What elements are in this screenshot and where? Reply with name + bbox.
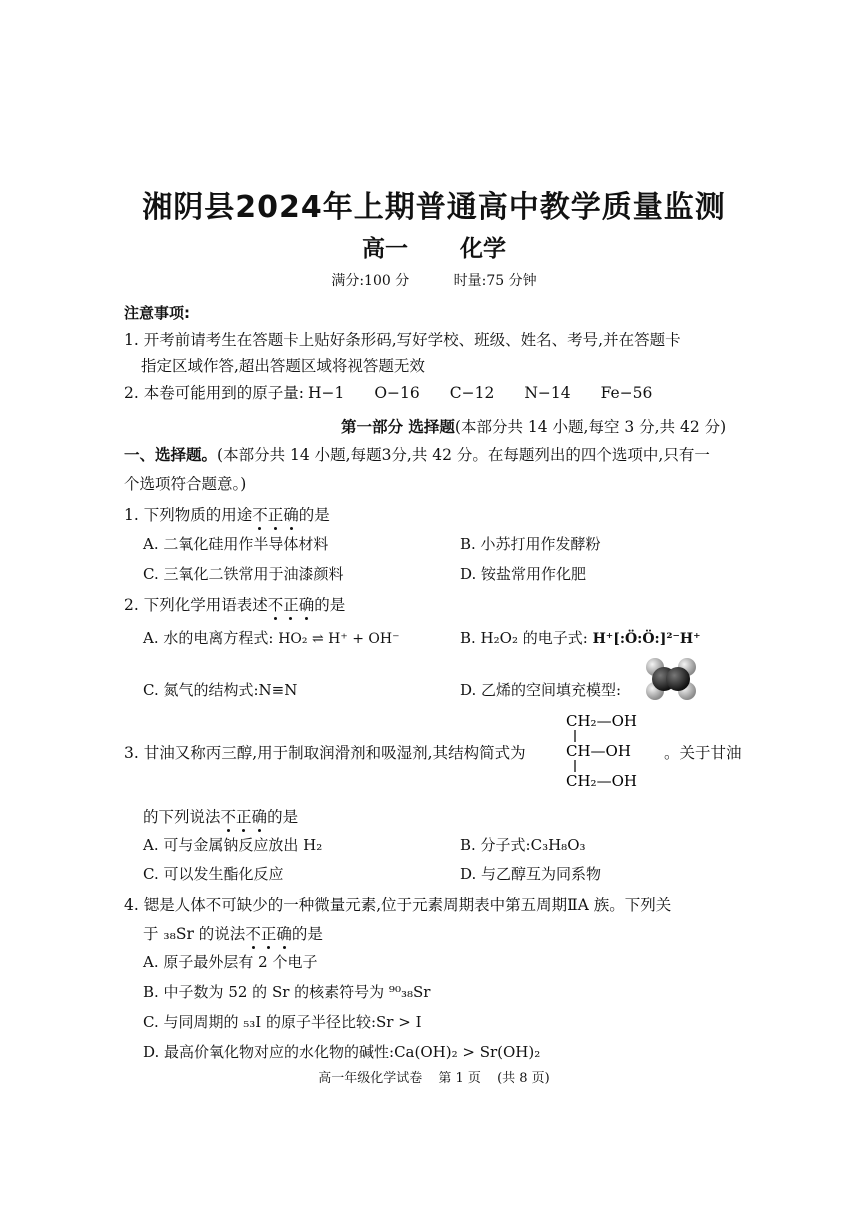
page-title: 湘阴县2024年上期普通高中教学质量监测 xyxy=(142,190,726,225)
q1-option-b: B. 小苏打用作发酵粉 xyxy=(460,535,601,553)
q2-stem xyxy=(124,593,345,615)
section1-desc-line1: (本部分共 14 小题,每题3分,共 42 分。在每题列出的四个选项中,只有一 xyxy=(217,446,710,464)
q2-option-c: C. 氮气的结构式:N≡N xyxy=(143,681,298,699)
q2-option-a-label: A. 水的电离方程式: xyxy=(143,629,274,647)
q2-stem-pre: 2. 下列化学用语表述 xyxy=(124,596,268,614)
q3-option-d: D. 与乙醇互为同系物 xyxy=(460,865,602,883)
atomic-mass-c: C−12 xyxy=(449,384,495,402)
footer-exam: 高一年级化学试卷 xyxy=(318,1071,423,1086)
notice-heading: 注意事项: xyxy=(124,304,190,322)
q3-stem-text: 3. 甘油又称丙三醇,用于制取润滑剂和吸湿剂,其结构简式为 xyxy=(124,744,526,762)
q3-stem xyxy=(124,741,526,763)
footer-total: (共 8 页) xyxy=(497,1071,550,1086)
atomic-mass-prefix: 2. 本卷可能用到的原子量: xyxy=(124,384,304,402)
q4-stem-line2 xyxy=(143,922,323,944)
q3-option-a: A. 可与金属钠反应放出 H₂ xyxy=(143,836,323,854)
emphasis-char: 正 xyxy=(260,925,277,943)
time-limit: 时量:75 分钟 xyxy=(453,273,537,289)
q4-option-b: B. 中子数为 52 的 Sr 的核素符号为 ⁹⁰₃₈Sr xyxy=(143,983,431,1001)
atomic-mass-h: H−1 xyxy=(307,384,345,402)
q1-stem-pre: 1. 下列物质的用途 xyxy=(124,506,253,524)
emphasis-char: 确 xyxy=(251,808,268,826)
q2-option-d: D. 乙烯的空间填充模型: xyxy=(460,681,622,699)
emphasis-char: 不 xyxy=(267,596,284,614)
electron-formula: H⁺[:Ö:Ö:]²⁻H⁺ xyxy=(592,631,701,647)
emphasis-char: 正 xyxy=(283,596,299,614)
grade-label: 高一 xyxy=(361,236,408,262)
q3-option-b: B. 分子式:C₃H₈O₃ xyxy=(460,836,586,854)
emphasis-char: 确 xyxy=(283,506,299,524)
section1-desc-line2: 个选项符合题意。) xyxy=(124,475,247,493)
q3-stem2-post: 的是 xyxy=(267,808,299,826)
q1-stem-post: 的是 xyxy=(298,506,330,524)
q1-option-d: D. 铵盐常用作化肥 xyxy=(460,565,587,583)
q4-stem-pre: 于 ₃₈Sr 的说法 xyxy=(143,925,246,943)
section1-desc xyxy=(124,443,710,465)
full-score: 满分:100 分 xyxy=(331,273,410,289)
q4-stem-post: 的是 xyxy=(291,925,323,943)
q1-option-c: C. 三氧化二铁常用于油漆颜料 xyxy=(143,565,344,583)
emphasis-char: 确 xyxy=(276,925,292,943)
q3-option-c: C. 可以发生酯化反应 xyxy=(143,865,284,883)
notice-item-1-cont: 指定区域作答,超出答题区域将视答题无效 xyxy=(141,357,425,375)
q4-option-c: C. 与同周期的 ₅₃I 的原子半径比较:Sr > I xyxy=(143,1013,422,1031)
part1-note: (本部分共 14 小题,每空 3 分,共 42 分) xyxy=(454,418,727,436)
footer-page: 第 1 页 xyxy=(438,1071,481,1086)
q2-stem-post: 的是 xyxy=(314,596,346,614)
ethylene-space-filling-model xyxy=(643,656,699,702)
section1-label: 一、选择题。 xyxy=(124,446,218,464)
part1-title: 第一部分 选择题 xyxy=(341,418,455,436)
glycerol-row-2: CH—OH xyxy=(566,742,631,760)
glycerol-row-1: CH₂—OH xyxy=(566,712,637,730)
part1-heading xyxy=(341,415,726,437)
q1-option-a: A. 二氧化硅用作半导体材料 xyxy=(143,535,329,553)
emphasis-char: 不 xyxy=(252,506,268,524)
q2-option-b xyxy=(460,627,700,648)
atomic-mass-o: O−16 xyxy=(374,384,420,402)
q3-stem2-pre: 的下列说法 xyxy=(143,808,221,826)
emphasis-char: 正 xyxy=(236,808,252,826)
atomic-mass-n: N−14 xyxy=(524,384,571,402)
q4-stem-line1: 4. 锶是人体不可缺少的一种微量元素,位于元素周期表中第五周期ⅡA 族。下列关 xyxy=(124,896,672,914)
q3-stem-2 xyxy=(143,805,298,827)
q4-option-a: A. 原子最外层有 2 个电子 xyxy=(143,953,318,971)
ionization-equation: HO₂ ⇌ H⁺ + OH⁻ xyxy=(278,631,400,647)
emphasis-char: 不 xyxy=(220,808,237,826)
emphasis-char: 正 xyxy=(267,506,284,524)
emphasis-char: 不 xyxy=(245,925,261,943)
subject-label: 化学 xyxy=(460,236,506,262)
q2-option-a xyxy=(143,627,399,648)
emphasis-char: 确 xyxy=(298,596,315,614)
q1-stem xyxy=(124,503,330,525)
exam-subtitle xyxy=(0,230,868,263)
atomic-mass-fe: Fe−56 xyxy=(600,384,653,402)
exam-meta xyxy=(0,270,868,290)
q3-stem-after: 。关于甘油 xyxy=(664,744,742,762)
glycerol-row-3: CH₂—OH xyxy=(566,772,637,790)
page-footer xyxy=(0,1067,868,1086)
notice-item-2 xyxy=(124,381,682,403)
notice-item-1: 1. 开考前请考生在答题卡上贴好条形码,写好学校、班级、姓名、考号,并在答题卡 xyxy=(124,331,681,349)
q2-option-b-label: B. H₂O₂ 的电子式: xyxy=(460,629,588,647)
glycerol-structure xyxy=(562,708,662,796)
q4-option-d: D. 最高价氧化物对应的水化物的碱性:Ca(OH)₂ > Sr(OH)₂ xyxy=(143,1043,541,1061)
